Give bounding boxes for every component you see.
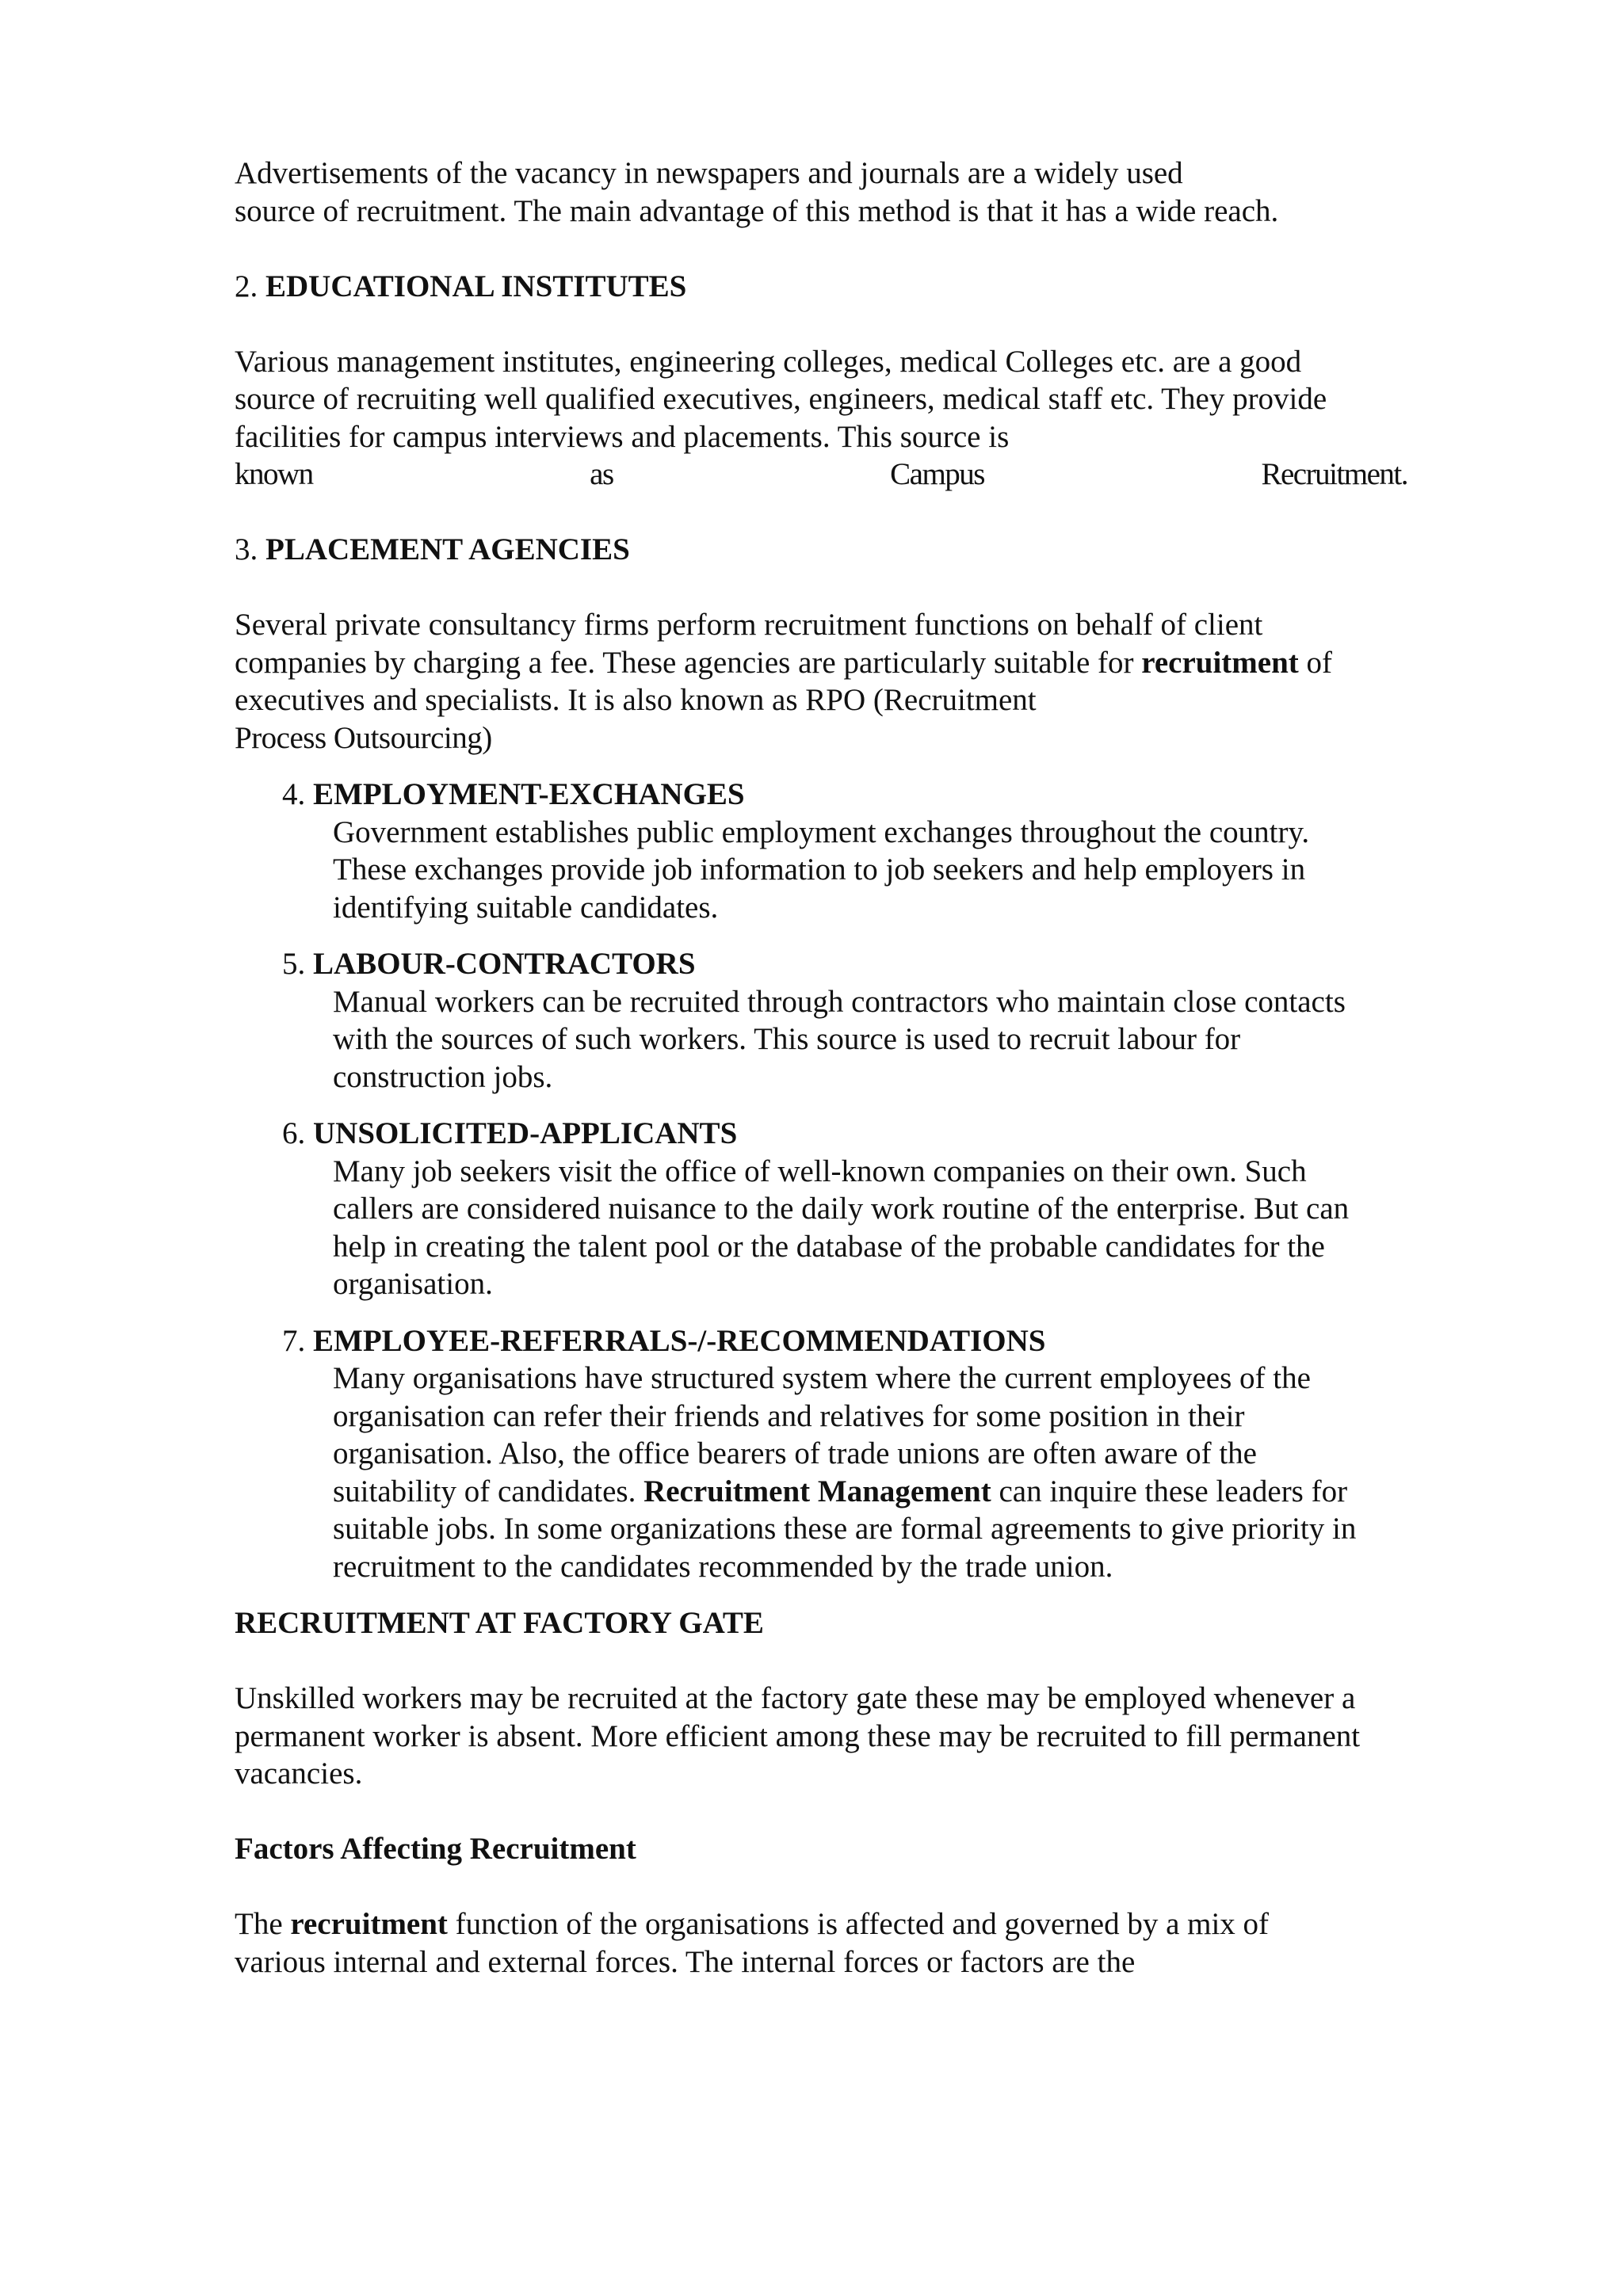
text-line: Government establishes public employment exchanges throughout the country. — [333, 814, 1310, 849]
section-heading-educational-institutes — [235, 268, 1431, 306]
bold-term: recruitment — [1141, 645, 1299, 680]
item-body — [333, 983, 1431, 1097]
list-item-unsolicited-applicants — [282, 1115, 1431, 1153]
text-line: construction jobs. — [333, 1059, 553, 1094]
item-body — [333, 814, 1431, 927]
word: Campus — [890, 457, 984, 491]
section-heading-factors: Factors Affecting Recruitment — [235, 1832, 636, 1866]
text-line: with the sources of such workers. This source is used to recruit labour for — [333, 1022, 1241, 1056]
text-line: These exchanges provide job information to job seekers and help employers in — [333, 852, 1306, 887]
text-line: callers are considered nuisance to the daily work routine of the enterprise. But can — [333, 1192, 1350, 1226]
item-body — [333, 1360, 1431, 1585]
document-page — [235, 154, 1431, 1981]
text-line: Various management institutes, engineering colleges, medical Colleges etc. are a good — [235, 344, 1302, 379]
intro-paragraph — [235, 154, 1431, 230]
item-heading — [282, 1322, 1431, 1360]
text-run: function of the organisations is affected and governed by a mix of — [447, 1907, 1270, 1941]
section-number: 3. — [235, 532, 258, 566]
text-line: organisation. Also, the office bearers of trade unions are often aware of the — [333, 1436, 1257, 1470]
item-title: EMPLOYMENT-EXCHANGES — [313, 777, 745, 811]
text-run: suitability of candidates. — [333, 1474, 644, 1508]
text-line: source of recruitment. The main advantage of this method is that it has a wide reach. — [235, 193, 1279, 228]
item-title: LABOUR-CONTRACTORS — [313, 947, 696, 981]
section-number: 2. — [235, 269, 258, 303]
text-line: suitable jobs. In some organizations these are formal agreements to give priority in — [333, 1512, 1357, 1546]
text-line: organisation. — [333, 1267, 493, 1301]
justified-line — [235, 456, 1407, 494]
item-heading — [282, 1115, 1431, 1153]
word: as — [590, 457, 613, 491]
text-line: Unskilled workers may be recruited at the factory gate these may be employed whenever a — [235, 1681, 1356, 1715]
text-line: permanent worker is absent. More efficient among these may be recruited to fill permanent — [235, 1718, 1361, 1753]
word: Recruitment. — [1261, 457, 1407, 491]
item-number: 7. — [282, 1323, 306, 1358]
factory-gate-paragraph — [235, 1680, 1431, 1793]
text-run: of — [1298, 645, 1333, 680]
list-item-labour-contractors — [282, 945, 1431, 983]
word: known — [235, 457, 313, 491]
item-title: UNSOLICITED-APPLICANTS — [313, 1116, 738, 1150]
section-title: PLACEMENT AGENCIES — [265, 532, 630, 566]
bold-term: Recruitment Management — [643, 1474, 991, 1508]
section-heading-factory-gate: RECRUITMENT AT FACTORY GATE — [235, 1606, 764, 1640]
item-number: 5. — [282, 947, 306, 981]
section-heading-placement-agencies — [235, 531, 1431, 569]
text-line: various internal and external forces. The internal forces or factors are the — [235, 1944, 1136, 1979]
text-line: Several private consultancy firms perform recruitment functions on behalf of client — [235, 608, 1263, 642]
text-line — [235, 644, 1431, 682]
educational-institutes-paragraph — [235, 343, 1431, 494]
text-line — [235, 1905, 1431, 1943]
text-line: Process Outsourcing) — [235, 720, 492, 755]
item-number: 6. — [282, 1116, 306, 1150]
text-line: vacancies. — [235, 1756, 363, 1791]
text-line: organisation can refer their friends and relatives for some position in their — [333, 1398, 1245, 1433]
text-line: Manual workers can be recruited through contractors who maintain close contacts — [333, 984, 1346, 1019]
placement-agencies-paragraph — [235, 606, 1431, 757]
text-line: Many job seekers visit the office of well-known companies on their own. Such — [333, 1154, 1307, 1188]
item-heading — [282, 945, 1431, 983]
item-heading — [282, 776, 1431, 814]
list-item-employment-exchanges — [282, 776, 1431, 814]
text-line: Many organisations have structured system where the current employees of the — [333, 1361, 1311, 1395]
list-item-employee-referrals — [282, 1322, 1431, 1360]
text-line: facilities for campus interviews and placements. This source is — [235, 419, 1010, 454]
text-line: recruitment to the candidates recommended by the trade union. — [333, 1549, 1113, 1584]
text-line: identifying suitable candidates. — [333, 890, 719, 925]
text-line — [333, 1473, 1431, 1511]
section-title: EDUCATIONAL INSTITUTES — [265, 269, 687, 303]
item-number: 4. — [282, 777, 306, 811]
text-run: The — [235, 1907, 291, 1941]
text-line: help in creating the talent pool or the database of the probable candidates for the — [333, 1229, 1325, 1264]
text-line: source of recruiting well qualified executives, engineers, medical staff etc. They provide — [235, 382, 1327, 416]
text-line: Advertisements of the vacancy in newspapers and journals are a widely used — [235, 156, 1183, 190]
text-run: can inquire these leaders for — [991, 1474, 1348, 1508]
bold-term: recruitment — [290, 1907, 448, 1941]
text-line: executives and specialists. It is also known as RPO (Recruitment — [235, 683, 1037, 717]
item-body — [333, 1153, 1431, 1303]
factors-paragraph — [235, 1905, 1431, 1981]
text-run: companies by charging a fee. These agencies are particularly suitable for — [235, 645, 1142, 680]
item-title: EMPLOYEE-REFERRALS-/-RECOMMENDATIONS — [313, 1323, 1046, 1358]
